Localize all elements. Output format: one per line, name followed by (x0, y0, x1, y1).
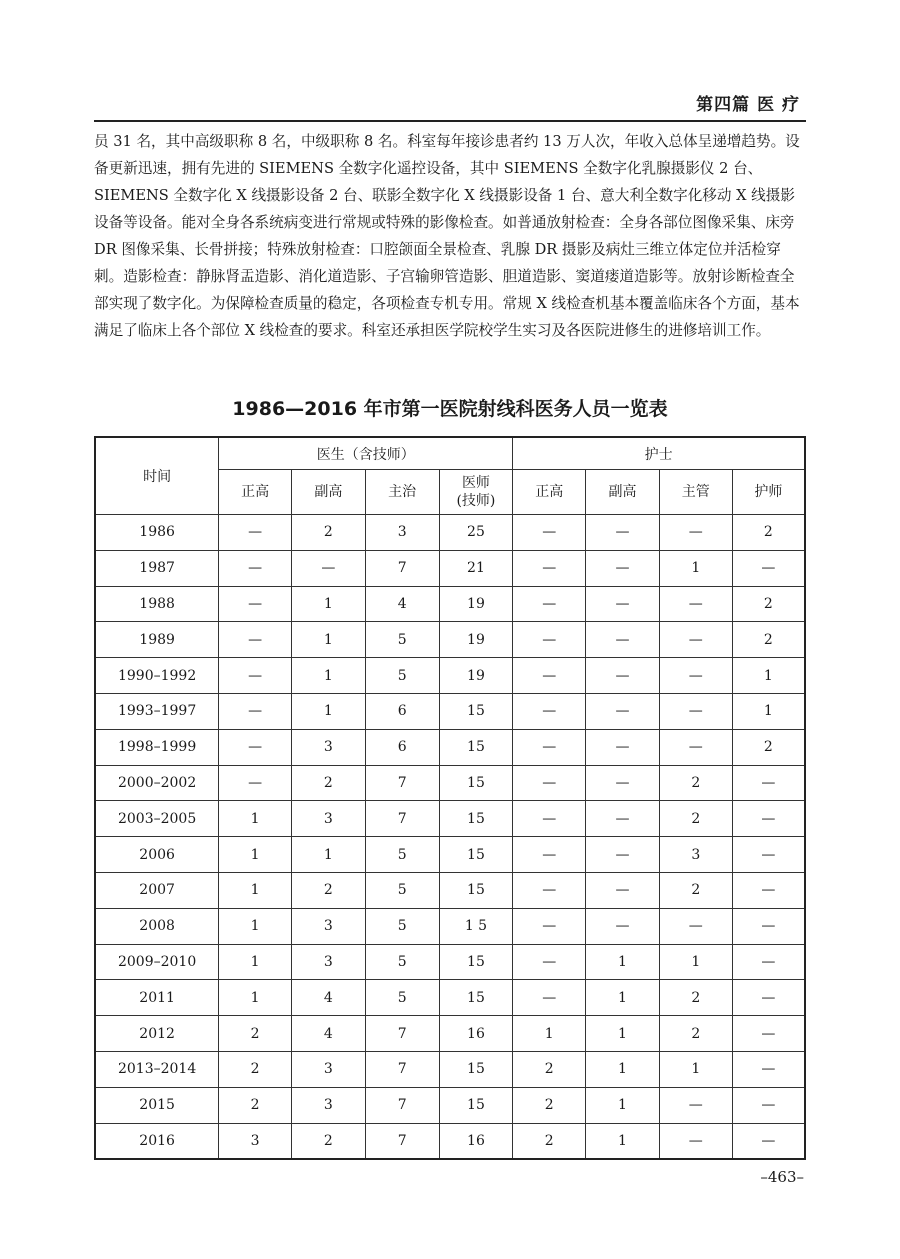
table-cell: — (586, 515, 660, 551)
table-cell: — (732, 944, 805, 980)
table-cell: 3 (365, 515, 439, 551)
table-cell: 3 (291, 944, 365, 980)
table-cell: 2 (659, 1016, 732, 1052)
table-cell: 7 (365, 765, 439, 801)
table-cell-time: 1988 (95, 586, 219, 622)
table-cell: 1 (586, 1123, 660, 1159)
table-cell: — (219, 515, 292, 551)
table-cell: — (659, 1087, 732, 1123)
table-cell: 1 (291, 586, 365, 622)
table-cell: — (513, 872, 586, 908)
table-cell: 2 (513, 1087, 586, 1123)
table-cell: 15 (439, 1087, 513, 1123)
table-cell: 1 (586, 1016, 660, 1052)
table-cell: 4 (365, 586, 439, 622)
table-cell: — (732, 1087, 805, 1123)
table-row (95, 1087, 805, 1123)
table-cell: 6 (365, 729, 439, 765)
table-cell: 3 (291, 1087, 365, 1123)
table-cell: 1 (586, 1051, 660, 1087)
table-cell: 15 (439, 944, 513, 980)
table-cell: — (513, 622, 586, 658)
table-cell: 1 (513, 1016, 586, 1052)
table-row (95, 908, 805, 944)
table-cell: — (732, 1123, 805, 1159)
table-cell: — (513, 658, 586, 694)
table-cell: 1 (219, 837, 292, 873)
table-cell: 5 (365, 837, 439, 873)
table-cell: 1 (659, 550, 732, 586)
header-nurse-supervisor: 主管 (659, 470, 732, 515)
table-cell: — (586, 550, 660, 586)
table-row (95, 980, 805, 1016)
table-cell: 2 (219, 1051, 292, 1087)
table-cell: — (586, 872, 660, 908)
table-cell: — (513, 980, 586, 1016)
table-cell-time: 2016 (95, 1123, 219, 1159)
table-cell: — (586, 586, 660, 622)
table-cell: 16 (439, 1016, 513, 1052)
table-cell-time: 1990–1992 (95, 658, 219, 694)
table-cell: 25 (439, 515, 513, 551)
table-cell: 1 (586, 980, 660, 1016)
table-row (95, 658, 805, 694)
table-row (95, 1016, 805, 1052)
table-cell-time: 1993–1997 (95, 693, 219, 729)
table-cell: 2 (732, 622, 805, 658)
table-cell: — (732, 1051, 805, 1087)
table-cell: 1 (219, 944, 292, 980)
table-cell: 15 (439, 765, 513, 801)
table-cell: 2 (659, 765, 732, 801)
table-cell: — (291, 550, 365, 586)
header-nurse-group: 护士 (513, 437, 805, 470)
table-cell: 15 (439, 693, 513, 729)
table-cell: 15 (439, 801, 513, 837)
table-cell: 3 (291, 908, 365, 944)
table-cell: 4 (291, 980, 365, 1016)
table-cell-time: 2009–2010 (95, 944, 219, 980)
table-cell: 5 (365, 908, 439, 944)
table-cell: — (659, 908, 732, 944)
table-cell: 2 (513, 1051, 586, 1087)
table-cell-time: 1987 (95, 550, 219, 586)
table-body (95, 515, 805, 1160)
table-cell: 2 (219, 1016, 292, 1052)
table-cell: 1 (586, 944, 660, 980)
table-cell-time: 2008 (95, 908, 219, 944)
table-cell: — (586, 801, 660, 837)
table-cell: 2 (732, 586, 805, 622)
table-cell: 15 (439, 1051, 513, 1087)
table-cell: 15 (439, 872, 513, 908)
header-nurse-associate: 副高 (586, 470, 660, 515)
table-cell: 1 (291, 837, 365, 873)
table-title: 1986—2016 年市第一医院射线科医务人员一览表 (232, 398, 668, 420)
table-cell: 21 (439, 550, 513, 586)
paragraph: 员 31 名，其中高级职称 8 名，中级职称 8 名。科室每年接诊患者约 13 万人次，年收入总体呈递增趋势。设备更新迅速，拥有先进的 SIEMENS 全数字化遥控设备，其中 SIEMENS 全数字化乳腺摄影仪 2 台、SIEMENS 全数字化 X 线摄影设备 2 台、联影全数字化 X 线摄影设备 1 台、意大利全数字化移动 X 线摄影设备等设备。能对全身各系统病变进行常规或特殊的影像检查。如普通放射检查：全身各部位图像采集、床旁 DR 图像采集、长骨拼接；特殊放射检查：口腔颌面全景检查、乳腺 DR 摄影及病灶三维立体定位并活检穿刺。造影检查：静脉肾盂造影、消化道造影、子宫输卵管造影、胆道造影、窦道瘘道造影等。放射诊断检查全部实现了数字化。为保障检查质量的稳定，各项检查专机专用。常规 X 线检查机基本覆盖临床各个方面，基本满足了临床上各个部位 X 线检查的要求。科室还承担医学院校学生实习及各医院进修生的进修培训工作。 (94, 133, 800, 339)
header-doctor-associate: 副高 (291, 470, 365, 515)
header-time: 时间 (95, 437, 219, 515)
table-cell: 4 (291, 1016, 365, 1052)
table-row (95, 765, 805, 801)
table-cell: — (513, 837, 586, 873)
table-cell: — (659, 1123, 732, 1159)
staff-table (94, 436, 806, 1160)
table-cell: 2 (732, 515, 805, 551)
table-cell-time: 2000–2002 (95, 765, 219, 801)
table-cell: — (513, 944, 586, 980)
table-cell: — (513, 693, 586, 729)
table-row (95, 622, 805, 658)
table-row (95, 837, 805, 873)
table-cell: — (586, 729, 660, 765)
table-cell: — (732, 765, 805, 801)
table-cell: — (586, 765, 660, 801)
table-cell: 3 (291, 801, 365, 837)
table-row (95, 1051, 805, 1087)
table-cell-time: 2011 (95, 980, 219, 1016)
table-cell: — (586, 837, 660, 873)
table-cell: 6 (365, 693, 439, 729)
table-cell: 1 (291, 658, 365, 694)
section-title: 第四篇 医 疗 (696, 95, 800, 115)
table-cell: 1 (291, 622, 365, 658)
table-cell: — (732, 872, 805, 908)
table-cell: — (513, 550, 586, 586)
header-doctor-physician (439, 470, 513, 515)
page-header (94, 80, 806, 122)
table-cell: 1 (219, 872, 292, 908)
table-cell: 1 (219, 980, 292, 1016)
table-cell: 3 (291, 1051, 365, 1087)
table-cell: 7 (365, 1087, 439, 1123)
table-cell: 2 (659, 801, 732, 837)
table-cell: 16 (439, 1123, 513, 1159)
table-cell: 5 (365, 658, 439, 694)
table-cell-time: 2007 (95, 872, 219, 908)
table-cell: — (219, 622, 292, 658)
table-cell-time: 2006 (95, 837, 219, 873)
table-cell: 7 (365, 550, 439, 586)
table-cell: — (732, 980, 805, 1016)
page-number: –463– (760, 1168, 804, 1186)
table-cell: — (659, 515, 732, 551)
table-cell: 1 (659, 1051, 732, 1087)
table-cell-time: 1989 (95, 622, 219, 658)
header-nurse-senior: 正高 (513, 470, 586, 515)
table-cell: 3 (219, 1123, 292, 1159)
table-cell-time: 2013–2014 (95, 1051, 219, 1087)
table-cell: 15 (439, 837, 513, 873)
table-cell-time: 2015 (95, 1087, 219, 1123)
table-row (95, 872, 805, 908)
table-row (95, 944, 805, 980)
table-cell: 19 (439, 622, 513, 658)
table-cell: — (732, 550, 805, 586)
table-cell: 19 (439, 658, 513, 694)
table-cell: 2 (513, 1123, 586, 1159)
body-text (94, 128, 806, 344)
table-cell: 2 (291, 1123, 365, 1159)
table-cell: 1 (732, 658, 805, 694)
table-row (95, 801, 805, 837)
table-cell: — (219, 729, 292, 765)
table-cell: 15 (439, 729, 513, 765)
table-cell: — (513, 765, 586, 801)
table-cell: — (732, 1016, 805, 1052)
header-doctor-group: 医生（含技师） (219, 437, 513, 470)
table-cell: — (513, 729, 586, 765)
table-cell: 2 (659, 980, 732, 1016)
table-cell-time: 1998–1999 (95, 729, 219, 765)
table-cell: 15 (439, 980, 513, 1016)
table-cell: 2 (732, 729, 805, 765)
table-cell: — (219, 586, 292, 622)
table-cell: 1 (732, 693, 805, 729)
table-cell: 1 (659, 944, 732, 980)
table-cell: 7 (365, 1051, 439, 1087)
table-cell: — (219, 658, 292, 694)
table-cell: 5 (365, 944, 439, 980)
table-cell: — (513, 515, 586, 551)
table-cell: 5 (365, 622, 439, 658)
table-cell: 2 (291, 515, 365, 551)
table-cell-time: 2003–2005 (95, 801, 219, 837)
table-cell: 5 (365, 872, 439, 908)
table-row (95, 515, 805, 551)
table-cell: — (586, 622, 660, 658)
table-cell: 1 (291, 693, 365, 729)
header-doctor-senior: 正高 (219, 470, 292, 515)
table-cell: — (513, 801, 586, 837)
header-doctor-attending: 主治 (365, 470, 439, 515)
table-row (95, 586, 805, 622)
table-cell: 7 (365, 1123, 439, 1159)
table-row (95, 1123, 805, 1159)
table-cell: 19 (439, 586, 513, 622)
table-cell: — (586, 693, 660, 729)
table-cell: 1 (219, 908, 292, 944)
table-cell: 2 (659, 872, 732, 908)
table-cell: — (513, 586, 586, 622)
table-row (95, 729, 805, 765)
table-cell: 2 (219, 1087, 292, 1123)
table-cell: 1 (219, 801, 292, 837)
table-cell: — (732, 908, 805, 944)
table-cell: — (732, 837, 805, 873)
header-physician-line1: 医师 (461, 475, 490, 491)
table-cell: — (586, 908, 660, 944)
table-cell: — (219, 765, 292, 801)
table-cell: 1 (586, 1087, 660, 1123)
table-cell: 2 (291, 765, 365, 801)
table-cell: 2 (291, 872, 365, 908)
table-cell: 5 (365, 980, 439, 1016)
table-cell: — (659, 586, 732, 622)
table-cell-time: 2012 (95, 1016, 219, 1052)
table-row (95, 550, 805, 586)
table-cell: 3 (291, 729, 365, 765)
table-cell-time: 1986 (95, 515, 219, 551)
table-cell: 3 (659, 837, 732, 873)
table-cell: — (586, 658, 660, 694)
table-cell: — (513, 908, 586, 944)
table-cell: — (659, 693, 732, 729)
table-cell: — (219, 550, 292, 586)
table-cell: — (659, 622, 732, 658)
header-nurse-nurse: 护师 (732, 470, 805, 515)
table-cell: — (659, 658, 732, 694)
table-cell: — (659, 729, 732, 765)
table-cell: 1 5 (439, 908, 513, 944)
table-cell: — (732, 801, 805, 837)
table-cell: — (219, 693, 292, 729)
table-cell: 7 (365, 1016, 439, 1052)
table-row (95, 693, 805, 729)
header-physician-line2: (技师) (456, 493, 496, 509)
table-cell: 7 (365, 801, 439, 837)
